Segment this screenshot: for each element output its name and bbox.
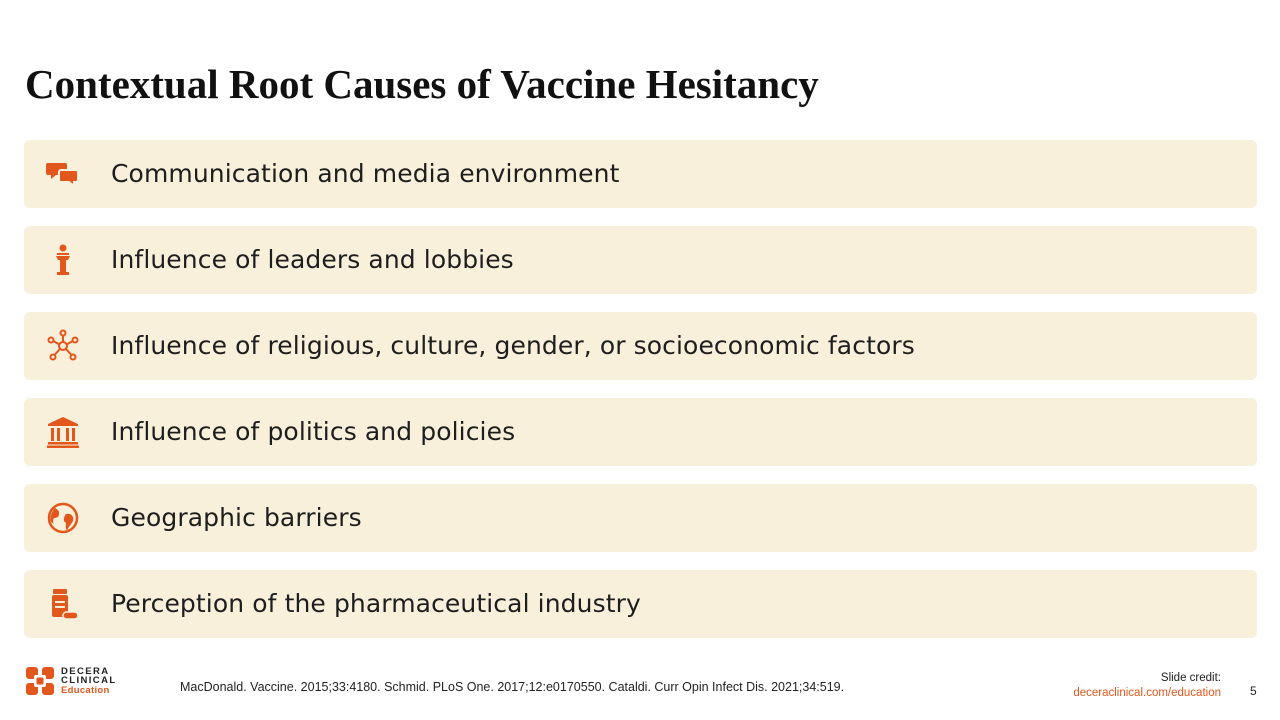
podium-speaker-icon — [46, 243, 80, 277]
item-label: Perception of the pharmaceutical industry — [111, 589, 641, 618]
logo-line-2: CLINICAL — [61, 675, 117, 687]
logo-mark-icon — [25, 666, 55, 696]
credit-url[interactable]: deceraclinical.com/education — [1073, 687, 1221, 699]
chat-bubbles-icon — [46, 157, 80, 191]
medicine-bottle-icon — [46, 587, 80, 621]
globe-icon — [46, 501, 80, 535]
cause-list — [24, 140, 1257, 656]
network-nodes-icon — [46, 329, 80, 363]
item-label: Influence of politics and policies — [111, 417, 516, 446]
slide-title: Contextual Root Causes of Vaccine Hesitancy — [25, 61, 819, 107]
page-number: 5 — [1250, 684, 1257, 698]
item-label: Influence of religious, culture, gender, or socioeconomic factors — [111, 331, 915, 360]
item-label: Communication and media environment — [111, 159, 620, 188]
logo-line-3: Education — [61, 684, 110, 696]
decera-logo — [25, 666, 117, 696]
list-item — [24, 570, 1257, 638]
references: MacDonald. Vaccine. 2015;33:4180. Schmid. PLoS One. 2017;12:e0170550. Cataldi. Curr Opin Infect Dis. 2021;34:519. — [180, 680, 845, 694]
list-item — [24, 140, 1257, 208]
slide-credit — [1073, 671, 1221, 701]
list-item — [24, 312, 1257, 380]
item-label: Influence of leaders and lobbies — [111, 245, 514, 274]
list-item — [24, 398, 1257, 466]
logo-line-1: DECERA — [61, 665, 110, 677]
item-label: Geographic barriers — [111, 503, 362, 532]
list-item — [24, 226, 1257, 294]
government-building-icon — [46, 415, 80, 449]
list-item — [24, 484, 1257, 552]
credit-label: Slide credit: — [1160, 672, 1221, 684]
